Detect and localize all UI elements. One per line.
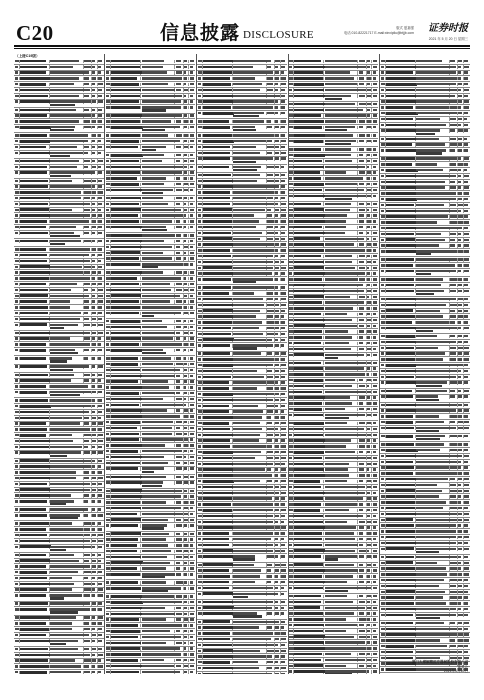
table-row [14,239,104,247]
footer-signature [384,660,468,674]
page-header [14,22,470,44]
table-row [197,277,287,285]
table-row [380,249,470,257]
company-name: 厦门大博颖精医疗器械股份有限公司 [412,660,468,664]
table-row [14,323,104,331]
footer-date: 2021年5月20日 [443,669,468,674]
table-row [14,513,104,521]
table-row [106,125,196,133]
disclosure-column-2 [106,54,196,674]
table-row [289,194,379,202]
table-row [380,326,470,334]
section-title [160,22,314,44]
table-row [106,523,196,531]
table-row [289,125,379,133]
table-row [106,670,196,674]
table-row [106,105,196,113]
table-row [106,225,196,233]
table-row [197,611,287,619]
board-name: 董事会 [457,664,468,669]
table-row [106,262,196,270]
table-row [380,381,470,389]
table-row [14,545,104,553]
table-row [14,451,104,459]
table-row [197,157,287,165]
disclosure-column-4 [289,54,379,674]
section-title-cn: 信息披露 [160,22,241,44]
table-row [14,231,104,239]
table-row [14,100,104,108]
table-row [197,343,287,351]
table-row [289,413,379,421]
table-row [289,94,379,102]
header-rule-thin [14,48,470,49]
column-heading: （上接C19版） [15,54,40,58]
table-row [106,572,196,580]
disclosure-column-3 [197,54,287,674]
table-row [14,365,104,373]
table-row [380,426,470,434]
issue-date: 2021 年 5 月 20 日 星期三 [428,37,468,41]
table-row [380,129,470,137]
table-row [197,554,287,562]
table-row [197,165,287,173]
newspaper-masthead: 证券时报 [428,23,468,34]
section-title-en: DISCLOSURE [243,29,314,41]
editor-meta [344,26,414,36]
listing-table [197,59,287,674]
table-row [14,171,104,179]
page-number: C20 [16,21,54,45]
table-row [380,289,470,297]
table-row [289,669,379,674]
disclosure-column-5 [380,54,470,674]
table-row [106,586,196,594]
table-row [380,269,470,277]
table-row [106,481,196,489]
editor-line: 版式 夏嘉强 [396,26,414,30]
table-row [197,592,287,600]
table-row [106,311,196,319]
table-row [197,111,287,119]
table-row [197,125,287,133]
table-row [289,139,379,147]
table-row [106,145,196,153]
disclosure-column-1 [14,54,104,674]
table-row [14,607,104,615]
listing-table [289,59,379,674]
table-row [14,639,104,647]
table-row [14,390,104,398]
table-row [380,148,470,156]
table-row [106,348,196,356]
contact-line: 电话 010-82221717 E-mail:xinxipilu@btjjb.com [343,31,414,35]
table-row [380,434,470,442]
table-row [380,547,470,555]
listing-table [106,59,196,674]
table-row [14,125,104,133]
table-row [380,613,470,621]
table-row [380,395,470,403]
table-row [14,670,104,674]
table-row [106,467,196,475]
table-row [14,151,104,159]
table-row [14,593,104,601]
table-row [289,586,379,594]
table-row [14,499,104,507]
listing-table [14,59,104,674]
table-row [14,348,104,356]
table-row [197,672,287,674]
disclosure-columns [14,54,470,682]
table-row [106,188,196,196]
table-row [14,356,104,364]
table-row [289,554,379,562]
listing-table [380,59,470,674]
table-row [289,353,379,361]
header-rule-thick [14,45,470,47]
